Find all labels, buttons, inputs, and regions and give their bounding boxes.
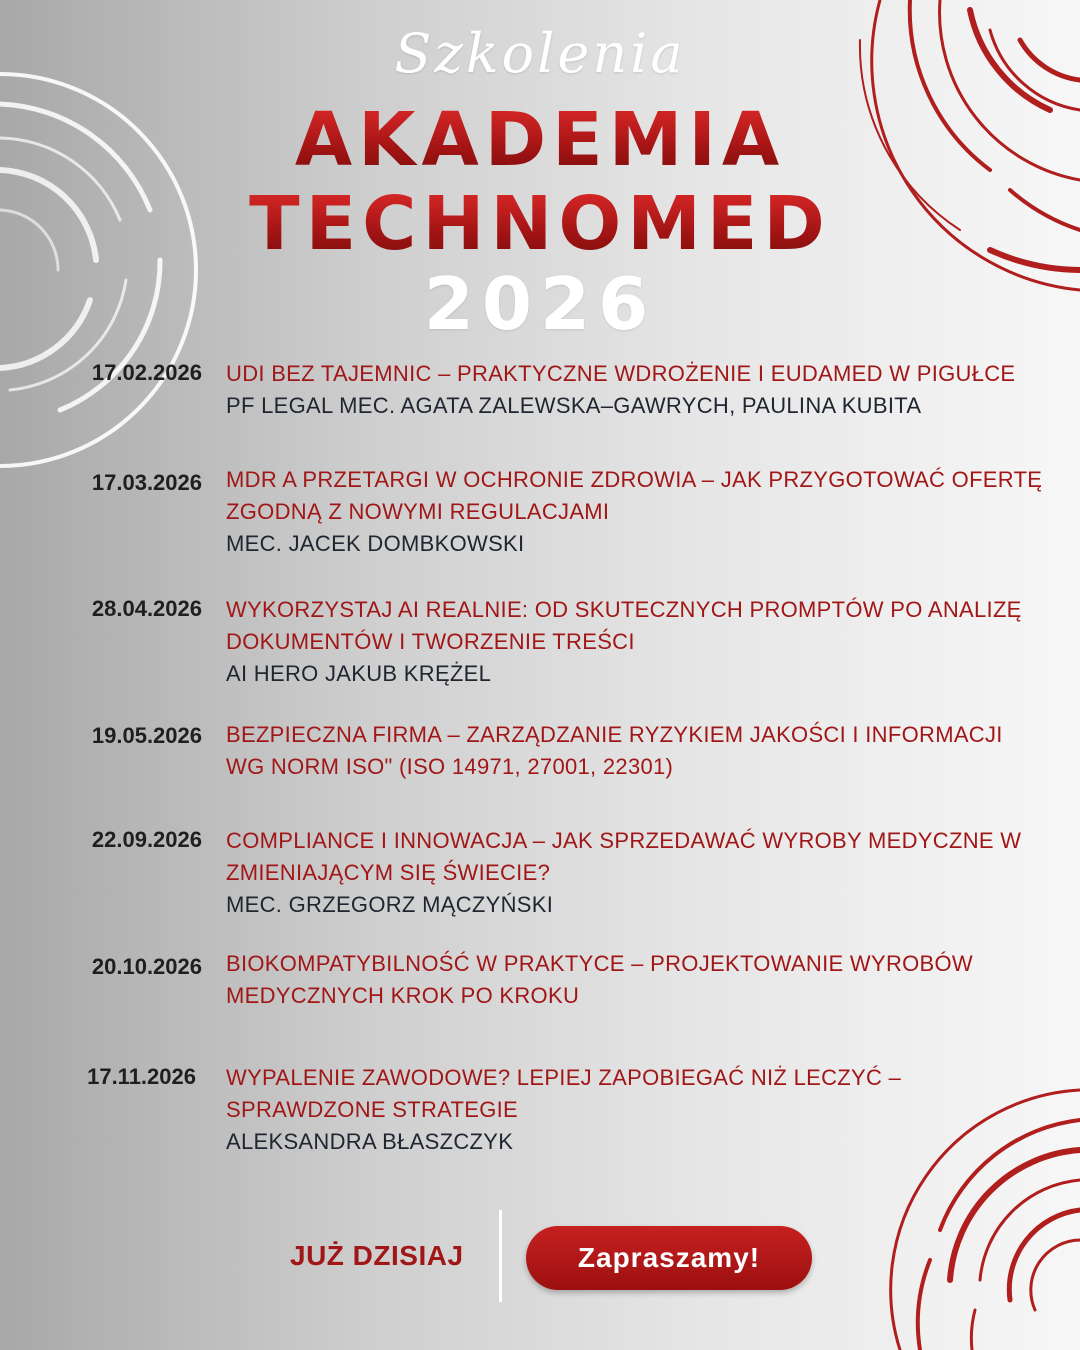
event-date: 17.11.2026 [87,1064,196,1089]
event-speaker: PF LEGAL MEC. AGATA ZALEWSKA–GAWRYCH, PAULINA KUBITA [226,393,922,418]
title-technomed: TECHNOMED [0,184,1080,264]
event-title: UDI BEZ TAJEMNIC – PRAKTYCZNE WDROŻENIE I EUDAMED W PIGUŁCE [226,361,1016,386]
event-date: 17.02.2026 [91,360,202,385]
cta-divider [499,1210,502,1302]
event-speaker: MEC. JACEK DOMBKOWSKI [226,531,525,556]
event-date: 20.10.2026 [91,954,202,979]
event-speaker: AI HERO JAKUB KRĘŻEL [226,661,492,686]
event-speaker: MEC. GRZEGORZ MĄCZYŃSKI [226,892,554,917]
event-speaker: ALEKSANDRA BŁASZCZYK [226,1129,514,1154]
event-date: 22.09.2026 [91,827,202,852]
invite-button[interactable]: Zapraszamy! [526,1226,812,1290]
event-date: 17.03.2026 [91,470,202,495]
event-date: 19.05.2026 [91,723,202,748]
title-year: 2026 [423,262,657,346]
event-title: COMPLIANCE I INNOWACJA – JAK SPRZEDAWAĆ WYROBY MEDYCZNE W ZMIENIAJĄCYM SIĘ ŚWIECIE? [226,828,1022,885]
title-akademia: AKADEMIA [0,100,1080,180]
event-title: WYPALENIE ZAWODOWE? LEPIEJ ZAPOBIEGAĆ NIŻ LECZYĆ – SPRAWDZONE STRATEGIE [226,1065,902,1122]
script-title: Szkolenia [394,22,686,85]
event-date: 28.04.2026 [91,596,202,621]
event-title: MDR A PRZETARGI W OCHRONIE ZDROWIA – JAK PRZYGOTOWAĆ OFERTĘ ZGODNĄ Z NOWYMI REGULACJAMI [226,467,1043,524]
event-title: BIOKOMPATYBILNOŚĆ W PRAKTYCE – PROJEKTOWANIE WYROBÓW MEDYCZNYCH KROK PO KROKU [226,951,973,1008]
event-title: WYKORZYSTAJ AI REALNIE: OD SKUTECZNYCH PROMPTÓW PO ANALIZĘ DOKUMENTÓW I TWORZENIE TREŚCI [226,597,1022,654]
cta-today-text: JUŻ DZISIAJ [290,1240,464,1271]
event-title: BEZPIECZNA FIRMA – ZARZĄDZANIE RYZYKIEM JAKOŚCI I INFORMACJI WG NORM ISO" (ISO 14971, 27001, 22301) [226,722,1003,779]
